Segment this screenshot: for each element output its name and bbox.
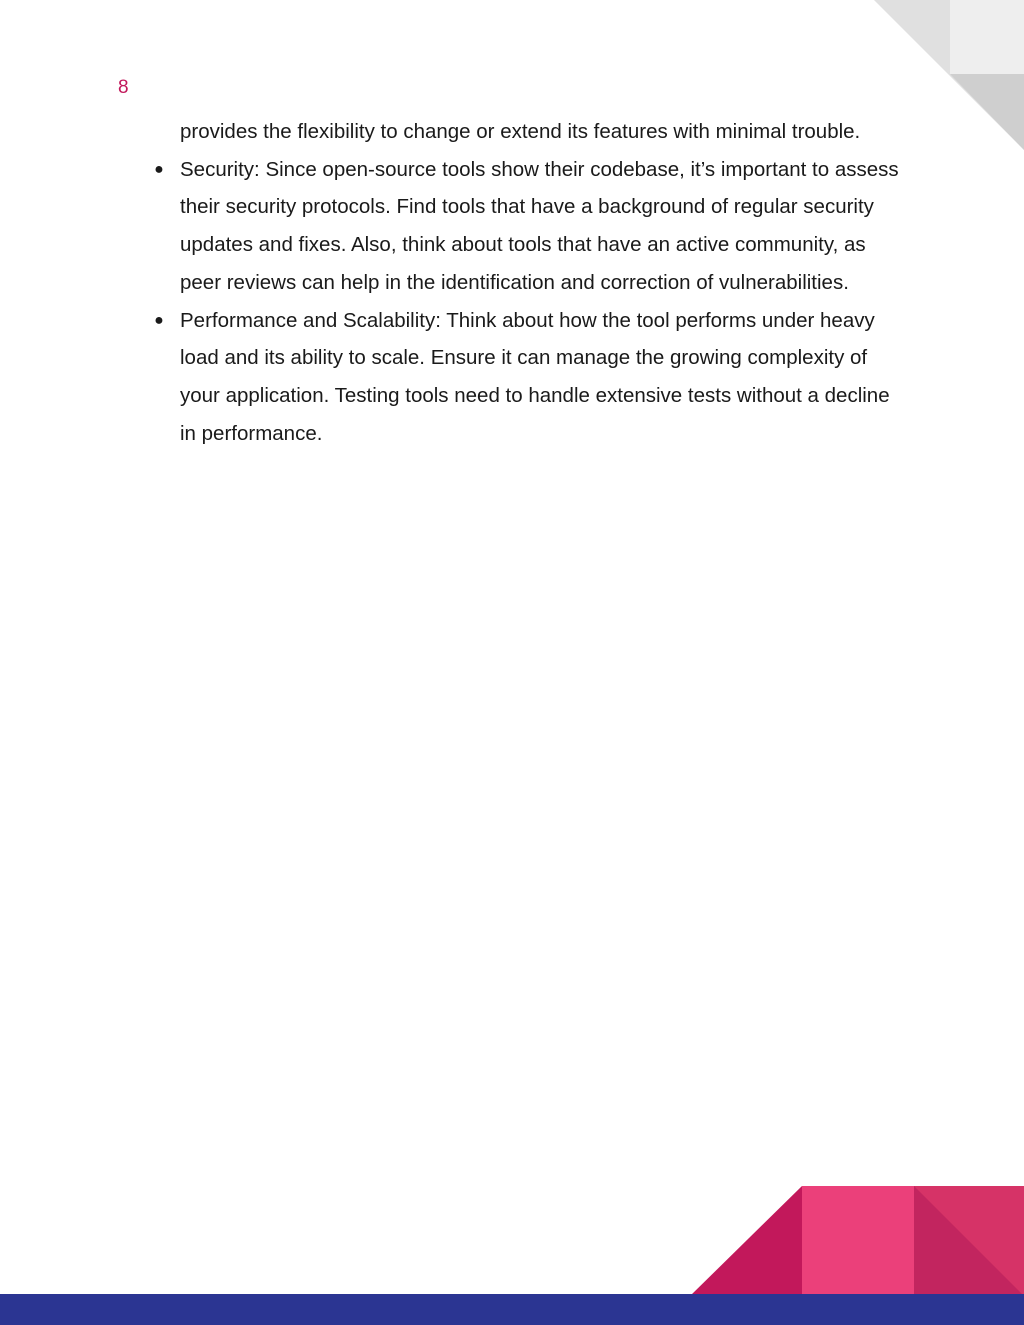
list-item-text: Performance and Scalability: Think about how the tool performs under heavy load and its ability to scale. Ensure it can manage the growing complexity of your application. Testing tools need to handle extensive tests without a decline in performance. [180, 308, 890, 445]
bullet-list [154, 151, 910, 453]
page-number: 8 [118, 77, 129, 98]
pink-square-center [802, 1186, 914, 1296]
list-item-text: Security: Since open-source tools show their codebase, it’s important to assess their security protocols. Find tools that have a background of regular security updates and fixes. Also, think about tools that have an active community, as peer reviews can help in the identification and correction of vulnerabilities. [180, 157, 899, 294]
document-body [154, 113, 910, 452]
bottom-right-decoration [690, 1184, 1024, 1296]
footer-bar [0, 1294, 1024, 1325]
bullet-icon: ● [154, 160, 164, 178]
continued-paragraph: provides the flexibility to change or extend its features with minimal trouble. [180, 120, 861, 143]
list-item-security [154, 151, 910, 302]
list-item-performance [154, 302, 910, 453]
bullet-icon: ● [154, 311, 164, 329]
corner-square-light [950, 0, 1024, 74]
pink-triangle-left [690, 1186, 802, 1296]
